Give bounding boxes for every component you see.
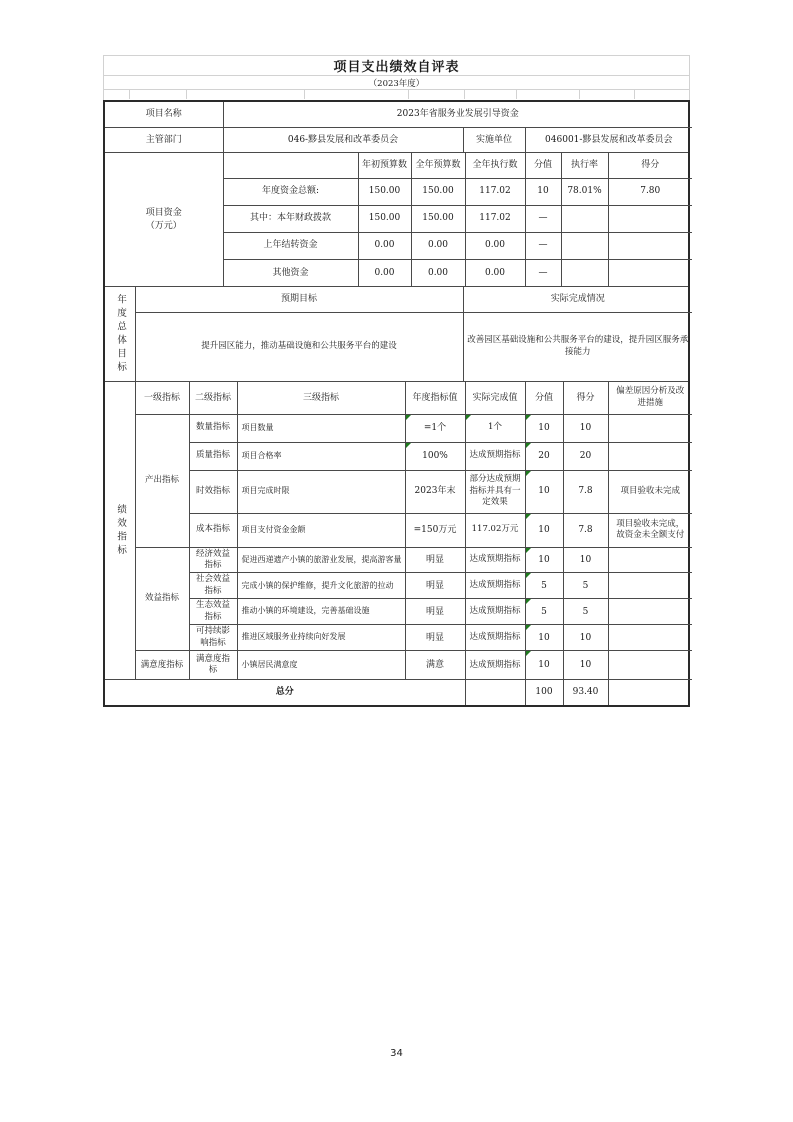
funding-header-initial: 年初预算数	[358, 153, 411, 178]
cell-weight: 10	[525, 513, 563, 547]
cell-l2: 生态效益指标	[189, 599, 237, 625]
form-title: 项目支出绩效自评表	[104, 56, 689, 76]
section-indicators	[105, 381, 688, 705]
cell-weight: 10	[525, 651, 563, 680]
funding-cell-executed: 117.02	[465, 178, 525, 205]
funding-cell-weight: —	[525, 232, 561, 259]
header-score: 得分	[563, 382, 608, 414]
funding-cell-initial: 0.00	[358, 259, 411, 286]
indicator-row-satisfaction	[105, 651, 692, 680]
dept-label: 主管部门	[105, 127, 223, 152]
grid-tick	[579, 90, 580, 99]
grid-tick	[634, 90, 635, 99]
indicator-row-ecological	[105, 599, 692, 625]
total-row	[105, 680, 692, 705]
cell-l2: 社会效益指标	[189, 573, 237, 599]
funding-cell-rate	[561, 259, 608, 286]
form-subtitle: （2023年度）	[104, 76, 689, 90]
funding-cell-weight: 10	[525, 178, 561, 205]
indicator-row-cost	[105, 513, 692, 547]
funding-cell-annual: 0.00	[411, 232, 465, 259]
funding-header-rate: 执行率	[561, 153, 608, 178]
cell-l2: 质量指标	[189, 442, 237, 470]
header-level3: 三级指标	[237, 382, 405, 414]
cell-target: 明显	[405, 625, 465, 651]
cell-weight: 10	[525, 414, 563, 442]
header-level1: 一级指标	[135, 382, 189, 414]
cell-actual: 1个	[465, 414, 525, 442]
cell-l3: 完成小镇的保护维修，提升文化旅游的拉动	[237, 573, 405, 599]
header-weight: 分值	[525, 382, 563, 414]
header-deviation: 偏差原因分析及改进措施	[608, 382, 692, 414]
goal-side-label	[105, 287, 135, 381]
funding-header-score: 得分	[608, 153, 692, 178]
header-actual: 实际完成值	[465, 382, 525, 414]
cell-l2: 成本指标	[189, 513, 237, 547]
cell-l3: 项目支付资金金额	[237, 513, 405, 547]
cell-score: 5	[563, 573, 608, 599]
header-level2: 二级指标	[189, 382, 237, 414]
cell-actual: 达成预期指标	[465, 625, 525, 651]
total-actual-blank	[465, 680, 525, 705]
grid-tick	[516, 90, 517, 99]
cell-weight: 5	[525, 599, 563, 625]
project-name-value: 2023年省服务业发展引导资金	[223, 102, 692, 127]
indicator-row-quality	[105, 442, 692, 470]
funding-cell-score: 7.80	[608, 178, 692, 205]
cell-target: 明显	[405, 599, 465, 625]
unit-label: 实施单位	[463, 127, 525, 152]
indicator-row-economic	[105, 547, 692, 573]
dept-value: 046-黟县发展和改革委员会	[223, 127, 463, 152]
total-score: 93.40	[563, 680, 608, 705]
funding-corner-blank	[223, 153, 358, 178]
cell-l2: 时效指标	[189, 470, 237, 513]
funding-cell-executed: 0.00	[465, 232, 525, 259]
funding-cell-annual: 150.00	[411, 178, 465, 205]
cell-deviation	[608, 599, 692, 625]
funding-cell-initial: 150.00	[358, 205, 411, 232]
grid-tick	[304, 90, 305, 99]
cell-target: 明显	[405, 573, 465, 599]
cell-l3: 推进区域服务业持续向好发展	[237, 625, 405, 651]
funding-cell-rate	[561, 205, 608, 232]
funding-cell-weight: —	[525, 259, 561, 286]
cell-actual: 达成预期指标	[465, 651, 525, 680]
cell-weight: 10	[525, 625, 563, 651]
total-label: 总分	[105, 680, 465, 705]
cell-deviation: 项目验收未完成	[608, 470, 692, 513]
funding-header-weight: 分值	[525, 153, 561, 178]
funding-cell-score	[608, 232, 692, 259]
cell-weight: 5	[525, 573, 563, 599]
cell-deviation	[608, 547, 692, 573]
funding-cell-initial: 150.00	[358, 178, 411, 205]
grid-tick	[186, 90, 187, 99]
cell-target: 满意	[405, 651, 465, 680]
cell-l3: 项目完成时限	[237, 470, 405, 513]
cell-l3: 小镇居民满意度	[237, 651, 405, 680]
cell-l3: 项目合格率	[237, 442, 405, 470]
grid-spacer-row	[104, 90, 689, 100]
cell-l3: 促进西递遗产小镇的旅游业发展，提高游客量	[237, 547, 405, 573]
total-deviation-blank	[608, 680, 692, 705]
cell-deviation	[608, 651, 692, 680]
cell-target: =150万元	[405, 513, 465, 547]
cell-l2: 可持续影响指标	[189, 625, 237, 651]
funding-side-label-line2: （万元）	[145, 220, 182, 231]
cell-l3: 项目数量	[237, 414, 405, 442]
funding-row-name: 其中：本年财政拨款	[223, 205, 358, 232]
cell-score: 10	[563, 547, 608, 573]
level1-satisfaction: 满意度指标	[135, 651, 189, 680]
cell-weight: 20	[525, 442, 563, 470]
goal-actual-text: 改善园区基础设施和公共服务平台的建设，提升园区服务承接能力	[463, 312, 692, 381]
grid-tick	[464, 90, 465, 99]
main-table	[103, 100, 690, 707]
grid-tick	[408, 90, 409, 99]
funding-cell-score	[608, 259, 692, 286]
section-goal	[105, 286, 688, 381]
cell-actual: 达成预期指标	[465, 547, 525, 573]
funding-cell-annual: 150.00	[411, 205, 465, 232]
funding-cell-weight: —	[525, 205, 561, 232]
funding-header-annual: 全年预算数	[411, 153, 465, 178]
cell-weight: 10	[525, 547, 563, 573]
cell-target: 2023年末	[405, 470, 465, 513]
evaluation-form	[103, 55, 690, 707]
funding-cell-annual: 0.00	[411, 259, 465, 286]
cell-l2: 数量指标	[189, 414, 237, 442]
funding-side-label	[105, 153, 223, 286]
indicator-row-timeliness	[105, 470, 692, 513]
funding-row-name: 年度资金总额:	[223, 178, 358, 205]
cell-target: =1个	[405, 414, 465, 442]
grid-tick	[129, 90, 130, 99]
level1-benefit: 效益指标	[135, 547, 189, 651]
cell-deviation	[608, 625, 692, 651]
goal-expected-text: 提升园区能力，推动基础设施和公共服务平台的建设	[135, 312, 463, 381]
funding-cell-rate: 78.01%	[561, 178, 608, 205]
section-funding	[105, 152, 688, 286]
goal-actual-header: 实际完成情况	[463, 287, 692, 312]
funding-cell-executed: 117.02	[465, 205, 525, 232]
funding-cell-executed: 0.00	[465, 259, 525, 286]
funding-row-name: 上年结转资金	[223, 232, 358, 259]
unit-value: 046001-黟县发展和改革委员会	[525, 127, 692, 152]
cell-actual: 达成预期指标	[465, 573, 525, 599]
cell-actual: 达成预期指标	[465, 599, 525, 625]
cell-score: 10	[563, 651, 608, 680]
cell-deviation	[608, 573, 692, 599]
total-weight: 100	[525, 680, 563, 705]
cell-l3: 推动小镇的环境建设，完善基础设施	[237, 599, 405, 625]
project-name-label: 项目名称	[105, 102, 223, 127]
funding-cell-score	[608, 205, 692, 232]
indicators-header-row	[105, 382, 692, 414]
cell-actual: 部分达成预期指标并具有一定效果	[465, 470, 525, 513]
cell-weight: 10	[525, 470, 563, 513]
funding-header-executed: 全年执行数	[465, 153, 525, 178]
cell-score: 20	[563, 442, 608, 470]
cell-deviation	[608, 414, 692, 442]
cell-target: 明显	[405, 547, 465, 573]
cell-l2: 满意度指标	[189, 651, 237, 680]
indicator-row-social	[105, 573, 692, 599]
cell-actual: 117.02万元	[465, 513, 525, 547]
indicator-row-sustainable	[105, 625, 692, 651]
cell-score: 7.8	[563, 470, 608, 513]
cell-score: 5	[563, 599, 608, 625]
cell-actual: 达成预期指标	[465, 442, 525, 470]
indicators-side-label	[105, 382, 135, 680]
indicator-row-quantity	[105, 414, 692, 442]
cell-deviation	[608, 442, 692, 470]
funding-cell-initial: 0.00	[358, 232, 411, 259]
cell-score: 10	[563, 414, 608, 442]
cell-l2: 经济效益指标	[189, 547, 237, 573]
goal-expected-header: 预期目标	[135, 287, 463, 312]
cell-score: 10	[563, 625, 608, 651]
cell-score: 7.8	[563, 513, 608, 547]
cell-target: 100%	[405, 442, 465, 470]
funding-row-name: 其他资金	[223, 259, 358, 286]
title-block	[103, 55, 690, 100]
goal-side-label-text: 年度总体目标	[115, 293, 127, 375]
section-project-info	[105, 102, 688, 152]
funding-side-label-line1: 项目资金	[145, 208, 182, 219]
page-number: 34	[390, 1048, 403, 1059]
cell-deviation: 项目验收未完成，故资金未全额支付	[608, 513, 692, 547]
indicators-side-label-text: 绩效指标	[115, 503, 127, 558]
header-target: 年度指标值	[405, 382, 465, 414]
funding-cell-rate	[561, 232, 608, 259]
level1-output: 产出指标	[135, 414, 189, 547]
